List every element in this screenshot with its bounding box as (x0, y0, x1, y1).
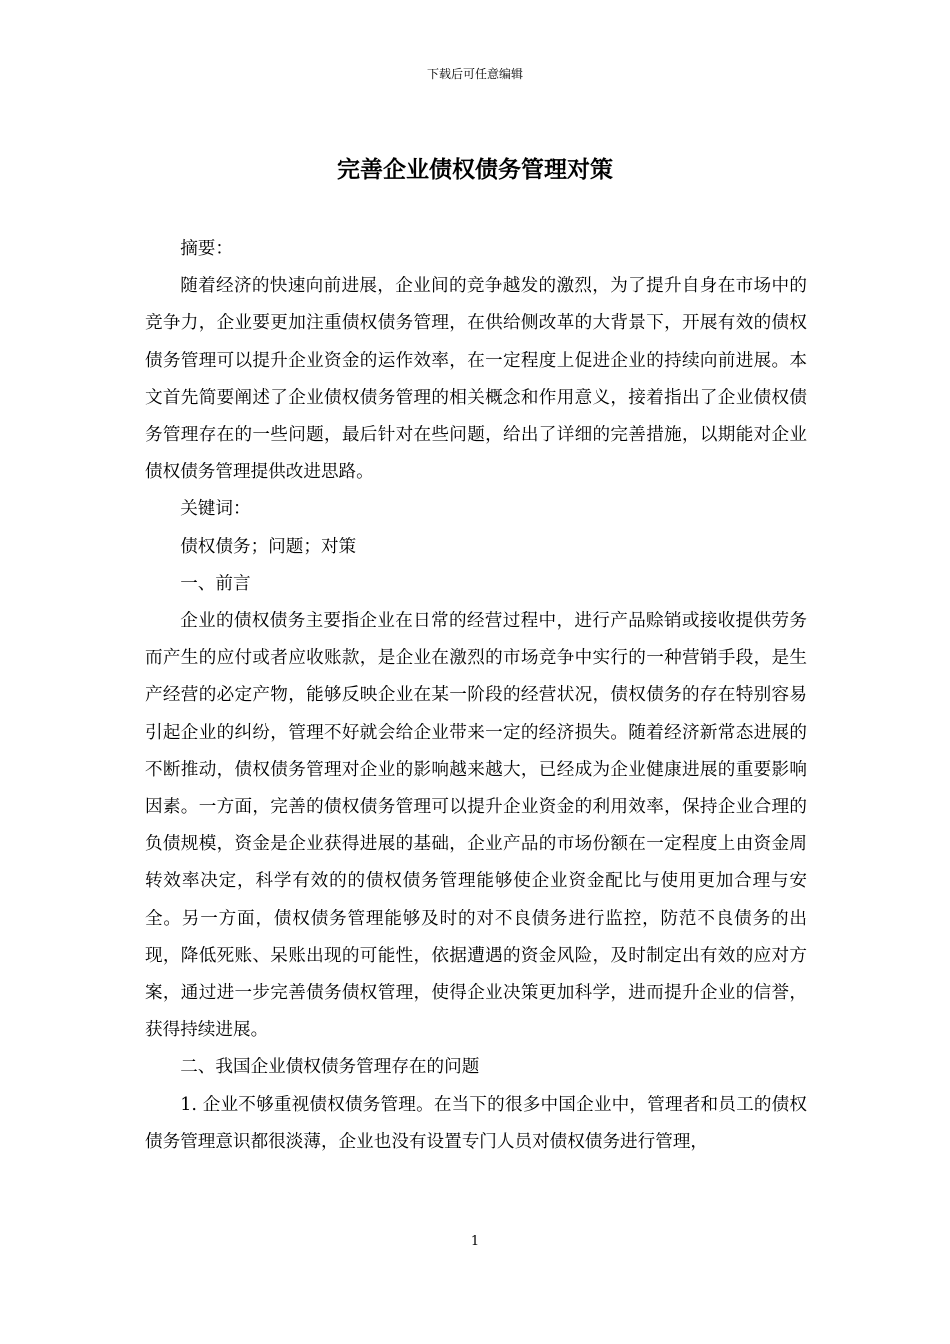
page-number: 1 (470, 1234, 480, 1249)
document-body (145, 231, 807, 1161)
section-heading-preface: 一、前言 (180, 573, 251, 594)
section-heading-problems: 二、我国企业债权债务管理存在的问题 (180, 1057, 480, 1078)
keywords-paragraph: 债权债务；问题；对策 (180, 536, 357, 557)
header-note: 下载后可任意编辑 (426, 67, 523, 81)
document-title: 完善企业债权债务管理对策 (337, 156, 613, 183)
abstract-paragraph: 随着经济的快速向前进展，企业间的竞争越发的激烈，为了提升自身在市场中的竞争力，企业要更加注重债权债务管理，在供给侧改革的大背景下，开展有效的债权债务管理可以提升企业资金的运作效率，在一定程度上促进企业的持续向前进展。本文首先简要阐述了企业债权债务管理的相关概念和作用意义，接着指出了企业债权债务管理存在的一些问题，最后针对在些问题，给出了详细的完善措施，以期能对企业债权债务管理提供改进思路。 (145, 276, 807, 483)
preface-paragraph: 企业的债权债务主要指企业在日常的经营过程中，进行产品赊销或接收提供劳务而产生的应付或者应收账款，是企业在激烈的市场竞争中实行的一种营销手段，是生产经营的必定产物，能够反映企业在某一阶段的经营状况，债权债务的存在特别容易引起企业的纠纷，管理不好就会给企业带来一定的经济损失。随着经济新常态进展的不断推动，债权债务管理对企业的影响越来越大，已经成为企业健康进展的重要影响因素。一方面，完善的债权债务管理可以提升企业资金的利用效率，保持企业合理的负债规模，资金是企业获得进展的基础，企业产品的市场份额在一定程度上由资金周转效率决定，科学有效的的债权债务管理能够使企业资金配比与使用更加合理与安全。另一方面，债权债务管理能够及时的对不良债务进行监控，防范不良债务的出现，降低死账、呆账出现的可能性，依据遭遇的资金风险，及时制定出有效的应对方案，通过进一步完善债务债权管理，使得企业决策更加科学，进而提升企业的信誉，获得持续进展。 (145, 611, 807, 1041)
abstract-label: 摘要： (180, 239, 233, 259)
keywords-label: 关键词： (180, 499, 251, 520)
problems-paragraph-1: 1. 企业不够重视债权债务管理。在当下的很多中国企业中，管理者和员工的债权债务管理意识都很淡薄，企业也没有设置专门人员对债权债务进行管理， (145, 1094, 807, 1152)
